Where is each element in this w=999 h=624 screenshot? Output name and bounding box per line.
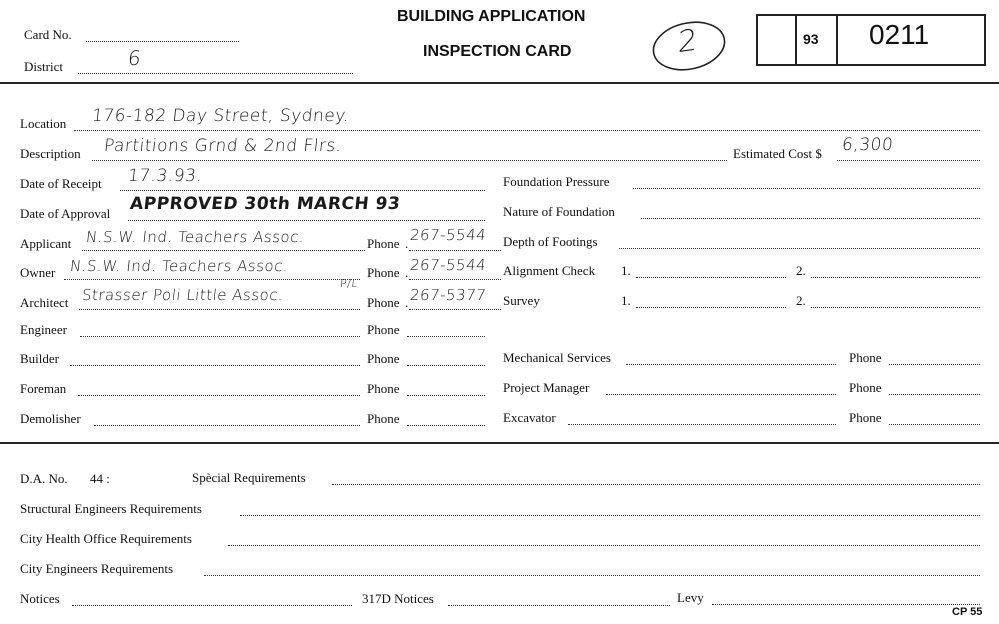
notices-317d-field[interactable] <box>448 605 670 606</box>
estimated-cost-value: 6,300 <box>840 135 895 155</box>
card-no-label: Card No. <box>24 27 72 42</box>
mechanical-phone-label: Phone <box>849 350 882 365</box>
foreman-phone-field[interactable] <box>407 395 485 396</box>
project-manager-phone-label: Phone <box>849 380 882 395</box>
notices-field[interactable] <box>72 605 352 606</box>
da-no-label: D.A. No. <box>20 471 68 486</box>
structural-label: Structural Engineers Requirements <box>20 501 202 516</box>
project-manager-field[interactable] <box>606 394 836 395</box>
title-line2: INSPECTION CARD <box>423 43 572 60</box>
foundation-pressure-field[interactable] <box>633 188 980 189</box>
title-line1: BUILDING APPLICATION <box>397 8 586 25</box>
owner-label: Owner <box>20 265 56 280</box>
city-engineers-label: City Engineers Requirements <box>20 561 174 576</box>
date-approval-value: APPROVED 30th MARCH 93 <box>128 194 402 214</box>
architect-suffix: P/L <box>339 277 359 290</box>
architect-field[interactable] <box>79 309 360 310</box>
header-rule <box>0 82 999 84</box>
notices-317d-label: 317D Notices <box>362 591 434 606</box>
mechanical-label: Mechanical Services <box>503 350 611 365</box>
date-receipt-label: Date of Receipt <box>20 176 102 191</box>
project-manager-label: Project Manager <box>503 380 590 395</box>
location-value: 176-182 Day Street, Sydney. <box>90 106 351 126</box>
owner-field[interactable] <box>64 279 360 280</box>
builder-field[interactable] <box>70 365 360 366</box>
applicant-phone-field[interactable] <box>409 250 501 251</box>
applicant-phone-value: 267-5544 <box>409 226 488 244</box>
description-label: Description <box>20 146 81 161</box>
alignment-check-2-field[interactable] <box>811 277 980 278</box>
district-value: 6 <box>126 46 143 70</box>
foreman-label: Foreman <box>20 381 67 396</box>
depth-footings-label: Depth of Footings <box>503 234 598 249</box>
demolisher-phone-label: Phone <box>367 411 400 426</box>
notices-label: Notices <box>20 591 60 606</box>
owner-phone-value: 267-5544 <box>409 256 488 274</box>
mechanical-field[interactable] <box>626 364 836 365</box>
survey-1-field[interactable] <box>636 307 786 308</box>
special-requirements-label: Spècial Requirements <box>192 470 306 485</box>
builder-phone-label: Phone <box>367 351 400 366</box>
levy-label: Levy <box>677 590 704 605</box>
architect-label: Architect <box>20 295 69 310</box>
engineer-phone-label: Phone <box>367 322 400 337</box>
health-label: City Health Office Requirements <box>20 531 192 546</box>
demolisher-label: Demolisher <box>20 411 81 426</box>
applicant-label: Applicant <box>20 236 72 251</box>
excavator-phone-label: Phone <box>849 410 882 425</box>
box-divider-2 <box>836 16 838 64</box>
demolisher-phone-field[interactable] <box>407 425 485 426</box>
alignment-check-1-field[interactable] <box>636 277 786 278</box>
depth-footings-field[interactable] <box>619 248 980 249</box>
survey-2-label: 2. <box>796 293 806 308</box>
owner-phone-label: Phone <box>367 265 400 280</box>
owner-phone-field[interactable] <box>409 279 501 280</box>
estimated-cost-field[interactable] <box>837 160 980 161</box>
applicant-phone-label: Phone <box>367 236 400 251</box>
foundation-pressure-label: Foundation Pressure <box>503 174 610 189</box>
nature-foundation-label: Nature of Foundation <box>503 204 615 219</box>
da-no-value: 44 : <box>90 471 110 486</box>
architect-value: Strasser Poli Little Assoc. <box>81 286 285 304</box>
box-year: 93 <box>803 31 819 47</box>
survey-2-field[interactable] <box>811 307 980 308</box>
project-manager-phone-field[interactable] <box>889 394 980 395</box>
middle-rule <box>0 442 999 444</box>
architect-phone-value: 267-5377 <box>409 286 488 304</box>
location-label: Location <box>20 116 67 131</box>
district-label: District <box>24 59 63 74</box>
engineer-field[interactable] <box>80 336 360 337</box>
architect-phone-field[interactable] <box>409 309 501 310</box>
special-requirements-field[interactable] <box>332 484 980 485</box>
health-field[interactable] <box>228 545 980 546</box>
city-engineers-field[interactable] <box>204 575 980 576</box>
owner-value: N.S.W. Ind. Teachers Assoc. <box>69 257 290 275</box>
alignment-check-label: Alignment Check <box>503 263 596 278</box>
survey-label: Survey <box>503 293 540 308</box>
district-field[interactable] <box>78 73 353 74</box>
circled-number: 2 <box>677 22 699 61</box>
excavator-phone-field[interactable] <box>889 424 980 425</box>
excavator-field[interactable] <box>568 424 836 425</box>
applicant-value: N.S.W. Ind. Teachers Assoc. <box>85 228 306 246</box>
demolisher-field[interactable] <box>94 425 360 426</box>
foreman-field[interactable] <box>78 395 360 396</box>
location-field[interactable] <box>74 130 980 131</box>
box-number: 0211 <box>869 19 930 50</box>
description-value: Partitions Grnd & 2nd Flrs. <box>102 136 343 156</box>
description-field[interactable] <box>92 160 727 161</box>
date-receipt-value: 17.3.93. <box>126 166 204 186</box>
survey-1-label: 1. <box>621 293 631 308</box>
estimated-cost-label: Estimated Cost $ <box>733 146 822 161</box>
architect-phone-label: Phone <box>367 295 400 310</box>
engineer-label: Engineer <box>20 322 67 337</box>
builder-label: Builder <box>20 351 59 366</box>
nature-foundation-field[interactable] <box>641 218 980 219</box>
structural-field[interactable] <box>240 515 980 516</box>
foreman-phone-label: Phone <box>367 381 400 396</box>
alignment-check-1-label: 1. <box>621 263 631 278</box>
card-no-field[interactable] <box>86 41 239 42</box>
applicant-field[interactable] <box>82 250 365 251</box>
date-receipt-field[interactable] <box>120 190 485 191</box>
levy-field[interactable] <box>712 604 980 605</box>
mechanical-phone-field[interactable] <box>889 364 980 365</box>
form-code: CP 55 <box>952 606 983 618</box>
date-approval-field[interactable] <box>128 220 485 221</box>
excavator-label: Excavator <box>503 410 556 425</box>
alignment-check-2-label: 2. <box>796 263 806 278</box>
engineer-phone-field[interactable] <box>407 336 485 337</box>
date-approval-label: Date of Approval <box>20 206 111 221</box>
box-divider-1 <box>795 16 797 64</box>
builder-phone-field[interactable] <box>407 365 485 366</box>
